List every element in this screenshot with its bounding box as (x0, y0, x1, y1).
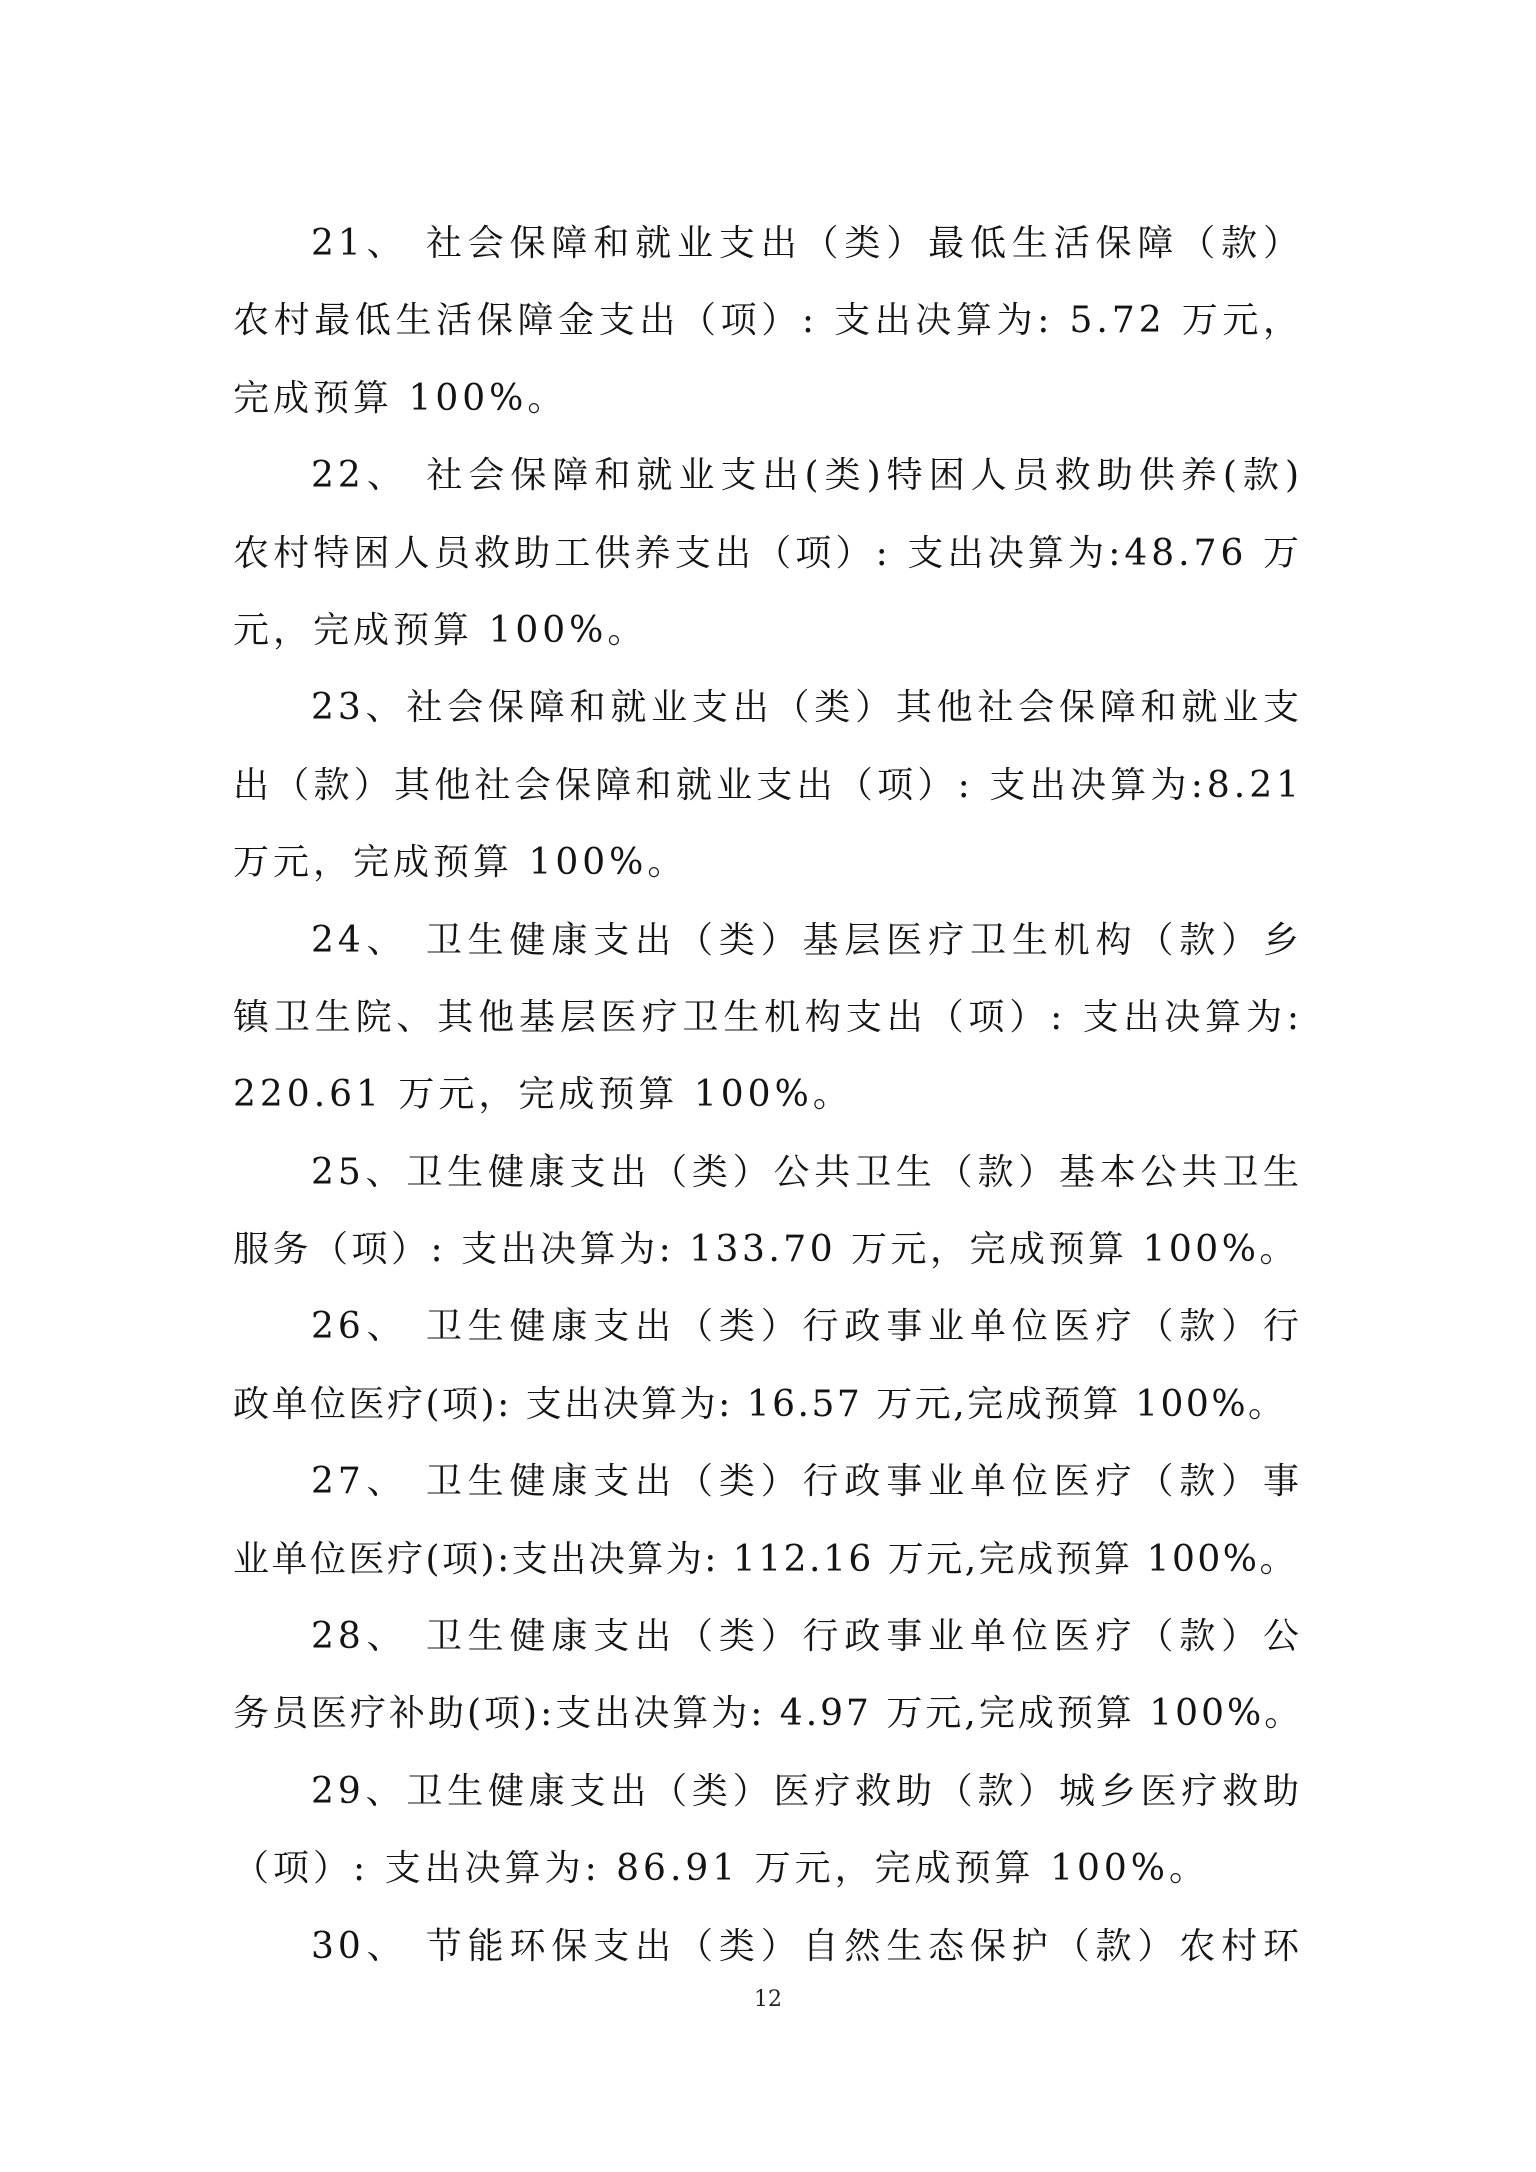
paragraph-line: （项）: 支出决算为: 86.91 万元，完成预算 100%。 (233, 1848, 1210, 1890)
paragraph-item-28 (233, 1598, 1303, 1753)
paragraph-line: 28、 卫生健康支出（类）行政事业单位医疗（款）公 (311, 1616, 1303, 1658)
paragraph-line: 服务（项）: 支出决算为: 133.70 万元，完成预算 100%。 (233, 1229, 1299, 1271)
paragraph-line: 元，完成预算 100%。 (233, 609, 648, 651)
paragraph-line: 农村特困人员救助工供养支出（项）: 支出决算为:48.76 万 (233, 532, 1303, 574)
paragraph-line: 镇卫生院、其他基层医疗卫生机构支出（项）: 支出决算为: (233, 996, 1303, 1038)
paragraph-item-24 (233, 902, 1303, 1134)
paragraph-line: 23、社会保障和就业支出（类）其他社会保障和就业支 (311, 687, 1303, 729)
paragraph-line: 万元，完成预算 100%。 (233, 842, 688, 884)
paragraph-item-23 (233, 669, 1303, 901)
paragraph-item-27 (233, 1443, 1303, 1598)
paragraph-item-25 (233, 1134, 1303, 1289)
paragraph-item-29 (233, 1753, 1303, 1908)
paragraph-line: 30、 节能环保支出（类）自然生态保护（款）农村环 (311, 1925, 1303, 1967)
paragraph-item-30 (233, 1908, 1303, 1985)
paragraph-item-21 (233, 205, 1303, 437)
paragraph-line: 27、 卫生健康支出（类）行政事业单位医疗（款）事 (311, 1461, 1303, 1503)
paragraph-item-26 (233, 1288, 1303, 1443)
paragraph-line: 22、 社会保障和就业支出(类)特困人员救助供养(款) (311, 455, 1303, 497)
paragraph-line: 完成预算 100%。 (233, 377, 568, 419)
paragraph-line: 25、卫生健康支出（类）公共卫生（款）基本公共卫生 (311, 1151, 1303, 1193)
paragraph-line: 21、 社会保障和就业支出（类）最低生活保障（款） (311, 223, 1303, 264)
paragraph-line: 政单位医疗(项): 支出决算为: 16.57 万元,完成预算 100%。 (233, 1383, 1287, 1425)
paragraph-line: 农村最低生活保障金支出（项）: 支出决算为: 5.72 万元， (233, 300, 1303, 342)
paragraph-line: 29、卫生健康支出（类）医疗救助（款）城乡医疗救助 (311, 1770, 1303, 1812)
paragraph-line: 出（款）其他社会保障和就业支出（项）: 支出决算为:8.21 (233, 764, 1303, 806)
page-number: 12 (754, 1987, 782, 2012)
paragraph-item-22 (233, 437, 1303, 669)
document-body (233, 205, 1303, 1985)
paragraph-line: 24、 卫生健康支出（类）基层医疗卫生机构（款）乡 (311, 919, 1303, 961)
paragraph-line: 220.61 万元，完成预算 100%。 (233, 1074, 853, 1116)
paragraph-line: 业单位医疗(项):支出决算为: 112.16 万元,完成预算 100%。 (233, 1538, 1299, 1580)
paragraph-line: 26、 卫生健康支出（类）行政事业单位医疗（款）行 (311, 1306, 1303, 1348)
paragraph-line: 务员医疗补助(项):支出决算为: 4.97 万元,完成预算 100%。 (233, 1693, 1304, 1735)
